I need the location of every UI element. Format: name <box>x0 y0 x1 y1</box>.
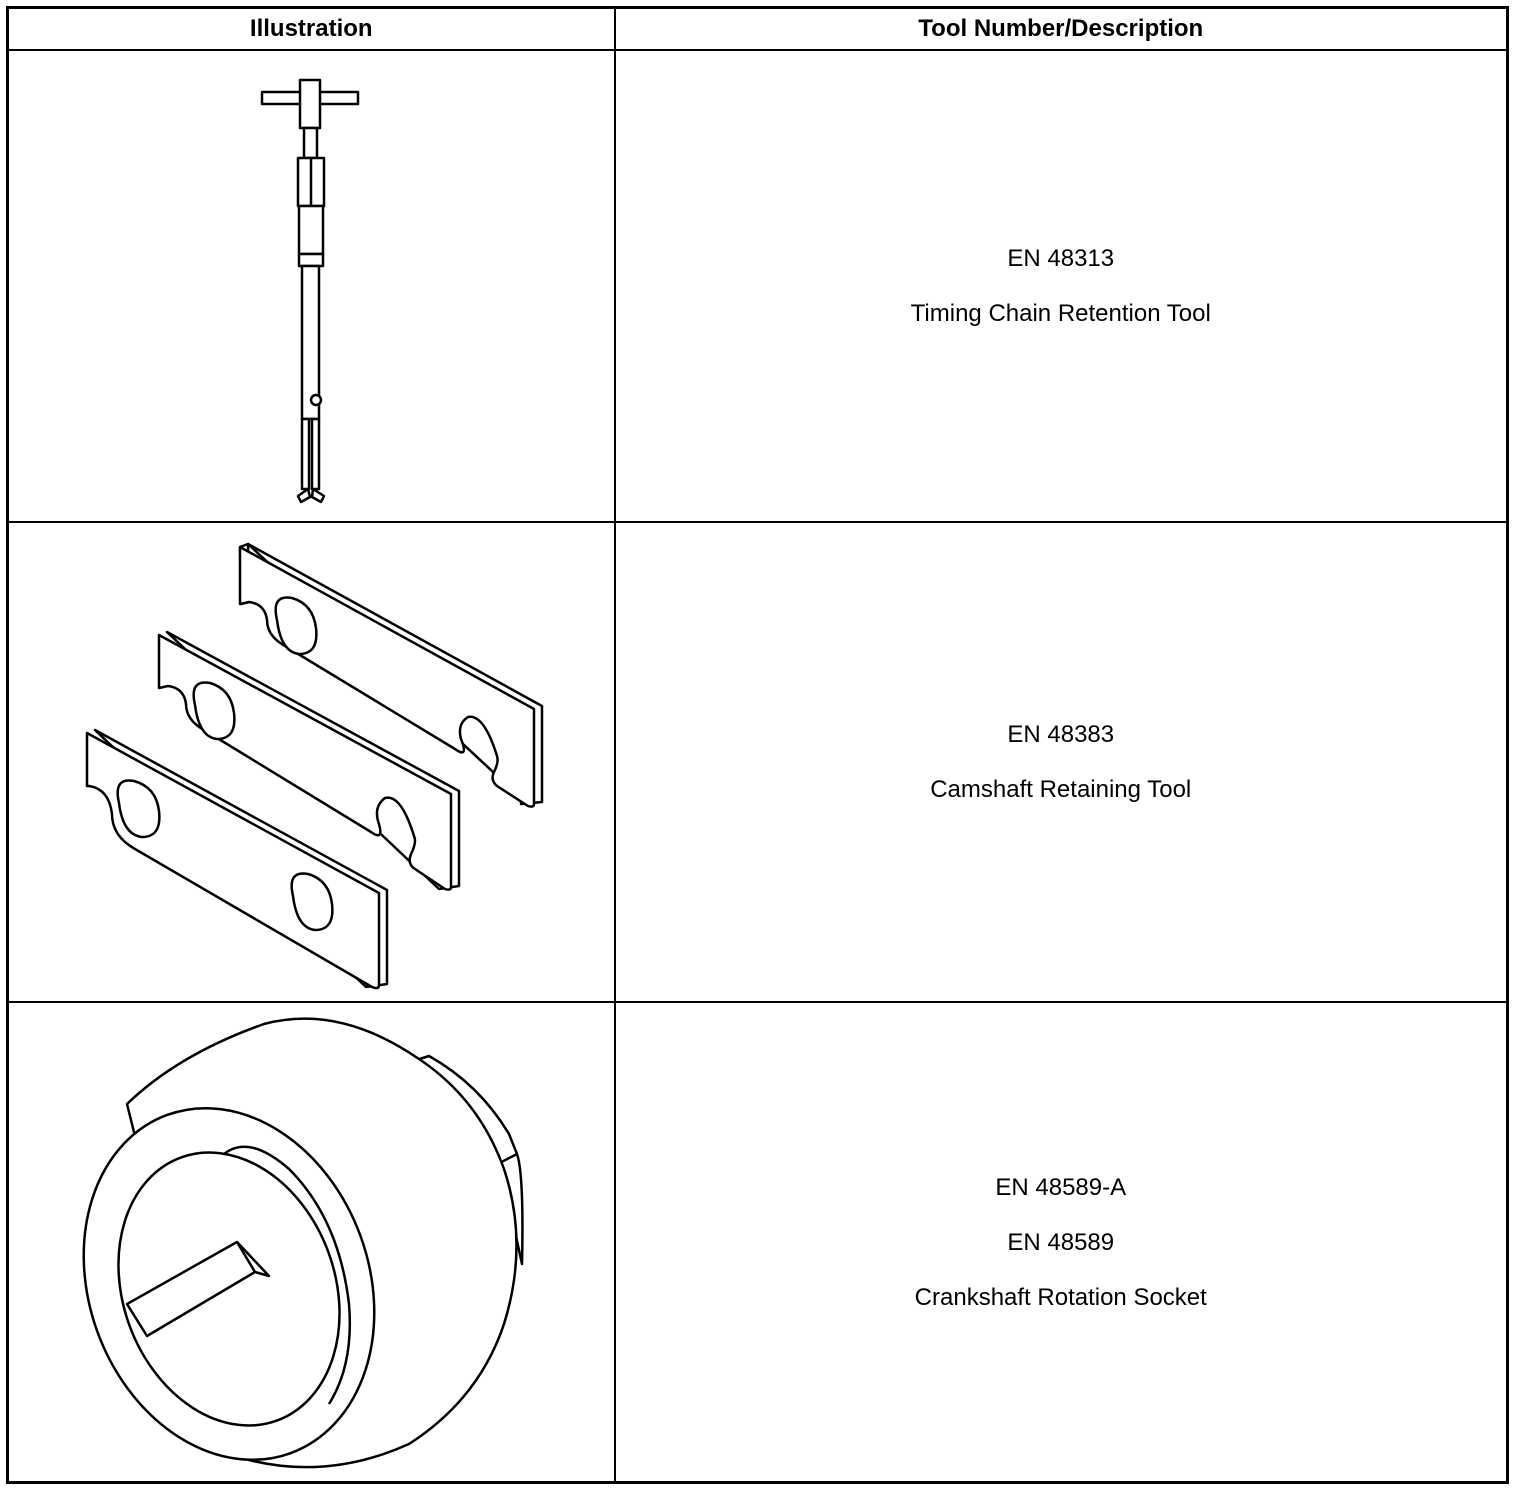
header-row <box>8 8 1508 51</box>
special-tools-table <box>6 6 1509 1484</box>
illustration-cell <box>8 50 615 522</box>
illustration-cell <box>8 1002 615 1483</box>
illustration-cell <box>8 522 615 1002</box>
header-tool-description: Tool Number/Description <box>615 8 1508 51</box>
table-row <box>8 50 1508 522</box>
tool-description-cell <box>615 50 1508 522</box>
tool-name: Crankshaft Rotation Socket <box>914 1283 1207 1311</box>
timing-chain-retention-tool-icon <box>9 52 612 520</box>
tool-name: Timing Chain Retention Tool <box>910 300 1211 327</box>
tool-description-cell <box>615 522 1508 1002</box>
crankshaft-rotation-socket-icon <box>9 1004 612 1480</box>
table-row <box>8 1002 1508 1483</box>
tool-number-alternate: EN 48589 <box>1007 1228 1115 1256</box>
tool-description-cell <box>615 1002 1508 1483</box>
tool-number: EN 48313 <box>1007 245 1115 272</box>
tool-number: EN 48383 <box>1007 721 1115 748</box>
camshaft-retaining-tool-icon <box>9 524 612 1000</box>
tool-name: Camshaft Retaining Tool <box>930 776 1192 803</box>
header-illustration: Illustration <box>8 8 615 51</box>
tool-number: EN 48589-A <box>995 1173 1127 1201</box>
table-row <box>8 522 1508 1002</box>
